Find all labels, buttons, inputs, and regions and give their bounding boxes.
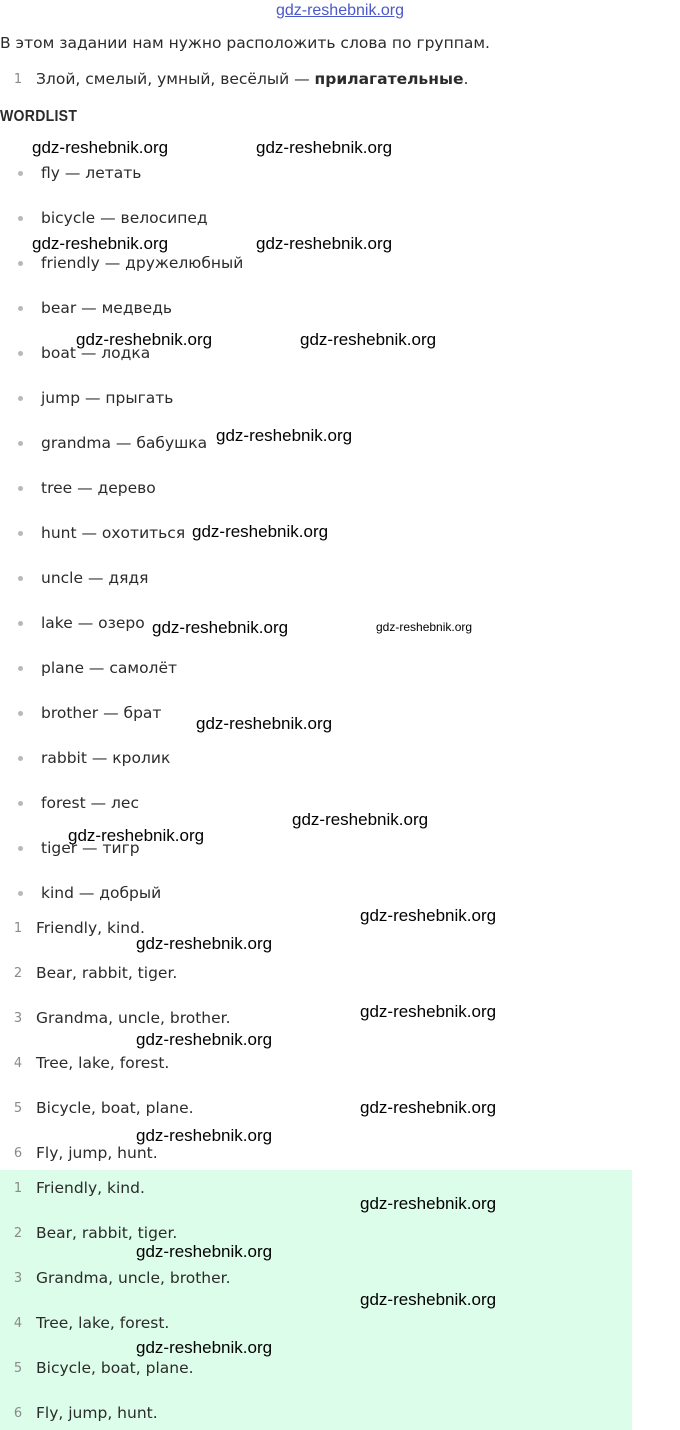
bullet-icon	[18, 891, 23, 896]
answer-item	[0, 1051, 169, 1075]
wordlist-item: jump — прыгать	[0, 386, 173, 410]
wordlist-item: lake — озеро	[0, 611, 145, 635]
watermark: gdz-reshebnik.org	[32, 138, 169, 157]
watermark: gdz-reshebnik.org	[68, 826, 205, 845]
watermark: gdz-reshebnik.org	[360, 906, 497, 925]
answer-item	[0, 1401, 158, 1425]
watermark: gdz-reshebnik.org	[196, 714, 333, 733]
wordlist-item: fly — летать	[0, 161, 141, 185]
answer-number: 1	[13, 1180, 23, 1196]
wordlist-item: brother — брат	[0, 701, 161, 725]
answer-item	[0, 1356, 194, 1380]
answer-number: 6	[13, 1145, 23, 1161]
watermark: gdz-reshebnik.org	[256, 138, 393, 157]
watermark: gdz-reshebnik.org	[360, 1290, 497, 1309]
watermark: gdz-reshebnik.org	[152, 618, 289, 637]
watermark: gdz-reshebnik.org	[256, 234, 393, 253]
bullet-icon	[18, 171, 23, 176]
bullet-icon	[18, 711, 23, 716]
answer-text: Friendly, kind.	[36, 1179, 145, 1197]
answer-item	[0, 1096, 194, 1120]
answer-item	[0, 1176, 145, 1200]
wordlist-item: tiger — тигр	[0, 836, 140, 860]
watermark: gdz-reshebnik.org	[300, 330, 437, 349]
answer-item	[0, 1311, 169, 1335]
item-number: 1	[13, 71, 23, 87]
bullet-icon	[18, 801, 23, 806]
answer-text: Fly, jump, hunt.	[36, 1404, 158, 1422]
watermark: gdz-reshebnik.org	[32, 234, 169, 253]
wordlist-item: grandma — бабушка	[0, 431, 207, 455]
watermark: gdz-reshebnik.org	[136, 934, 273, 953]
bullet-icon	[18, 261, 23, 266]
answer-text: Friendly, kind.	[36, 919, 145, 937]
watermark: gdz-reshebnik.org	[192, 522, 329, 541]
wordlist-item: bicycle — велосипед	[0, 206, 208, 230]
watermark: gdz-reshebnik.org	[292, 810, 429, 829]
header-watermark-link[interactable]: gdz-reshebnik.org	[275, 2, 405, 19]
wordlist-item: forest — лес	[0, 791, 139, 815]
answer-text: Bicycle, boat, plane.	[36, 1099, 194, 1117]
answer-item	[0, 961, 177, 985]
answer-number: 5	[13, 1360, 23, 1376]
wordlist-item: plane — самолёт	[0, 656, 177, 680]
wordlist-item: hunt — охотиться	[0, 521, 185, 545]
answer-text: Tree, lake, forest.	[36, 1314, 170, 1332]
wordlist-item: friendly — дружелюбный	[0, 251, 243, 275]
wordlist-item: bear — медведь	[0, 296, 172, 320]
bullet-icon	[18, 351, 23, 356]
wordlist-item: tree — дерево	[0, 476, 156, 500]
watermark: gdz-reshebnik.org	[376, 620, 473, 634]
wordlist-item: kind — добрый	[0, 881, 161, 905]
watermark: gdz-reshebnik.org	[136, 1030, 273, 1049]
watermark: gdz-reshebnik.org	[136, 1242, 273, 1261]
answer-text: Grandma, uncle, brother.	[36, 1269, 231, 1287]
answer-text: Fly, jump, hunt.	[36, 1144, 158, 1162]
watermark: gdz-reshebnik.org	[216, 426, 353, 445]
answer-text: Bear, rabbit, tiger.	[36, 964, 178, 982]
bullet-icon	[18, 486, 23, 491]
wordlist-item: uncle — дядя	[0, 566, 148, 590]
answer-highlight-box	[0, 1170, 632, 1430]
answer-item	[0, 916, 145, 940]
bullet-icon	[18, 621, 23, 626]
intro-text: В этом задании нам нужно расположить слова по группам.	[0, 34, 490, 52]
answer-item	[0, 1141, 158, 1165]
watermark: gdz-reshebnik.org	[360, 1002, 497, 1021]
answer-number: 2	[13, 1225, 23, 1241]
watermark: gdz-reshebnik.org	[76, 330, 213, 349]
bullet-icon	[18, 846, 23, 851]
answer-number: 6	[13, 1405, 23, 1421]
answer-text: Tree, lake, forest.	[36, 1054, 170, 1072]
wordlist-item: rabbit — кролик	[0, 746, 170, 770]
answer-number: 3	[13, 1270, 23, 1286]
wordlist-title: WORDLIST	[0, 108, 78, 125]
item-text: Злой, смелый, умный, весёлый — прилагательные.	[36, 70, 469, 88]
answer-number: 3	[13, 1010, 23, 1026]
watermark: gdz-reshebnik.org	[136, 1338, 273, 1357]
bullet-icon	[18, 216, 23, 221]
answer-text: Bear, rabbit, tiger.	[36, 1224, 178, 1242]
answer-text: Bicycle, boat, plane.	[36, 1359, 194, 1377]
bullet-icon	[18, 306, 23, 311]
item-bold-text: прилагательные	[314, 70, 464, 88]
answer-number: 2	[13, 965, 23, 981]
wordlist-item: boat — лодка	[0, 341, 150, 365]
answer-number: 4	[13, 1315, 23, 1331]
bullet-icon	[18, 576, 23, 581]
first-item	[0, 67, 468, 91]
bullet-icon	[18, 441, 23, 446]
answer-item	[0, 1266, 231, 1290]
answer-item	[0, 1006, 231, 1030]
answer-number: 5	[13, 1100, 23, 1116]
bullet-icon	[18, 396, 23, 401]
bullet-icon	[18, 756, 23, 761]
bullet-icon	[18, 531, 23, 536]
answer-number: 1	[13, 920, 23, 936]
answer-text: Grandma, uncle, brother.	[36, 1009, 231, 1027]
answer-number: 4	[13, 1055, 23, 1071]
bullet-icon	[18, 666, 23, 671]
watermark: gdz-reshebnik.org	[360, 1098, 497, 1117]
watermark: gdz-reshebnik.org	[136, 1126, 273, 1145]
watermark: gdz-reshebnik.org	[360, 1194, 497, 1213]
